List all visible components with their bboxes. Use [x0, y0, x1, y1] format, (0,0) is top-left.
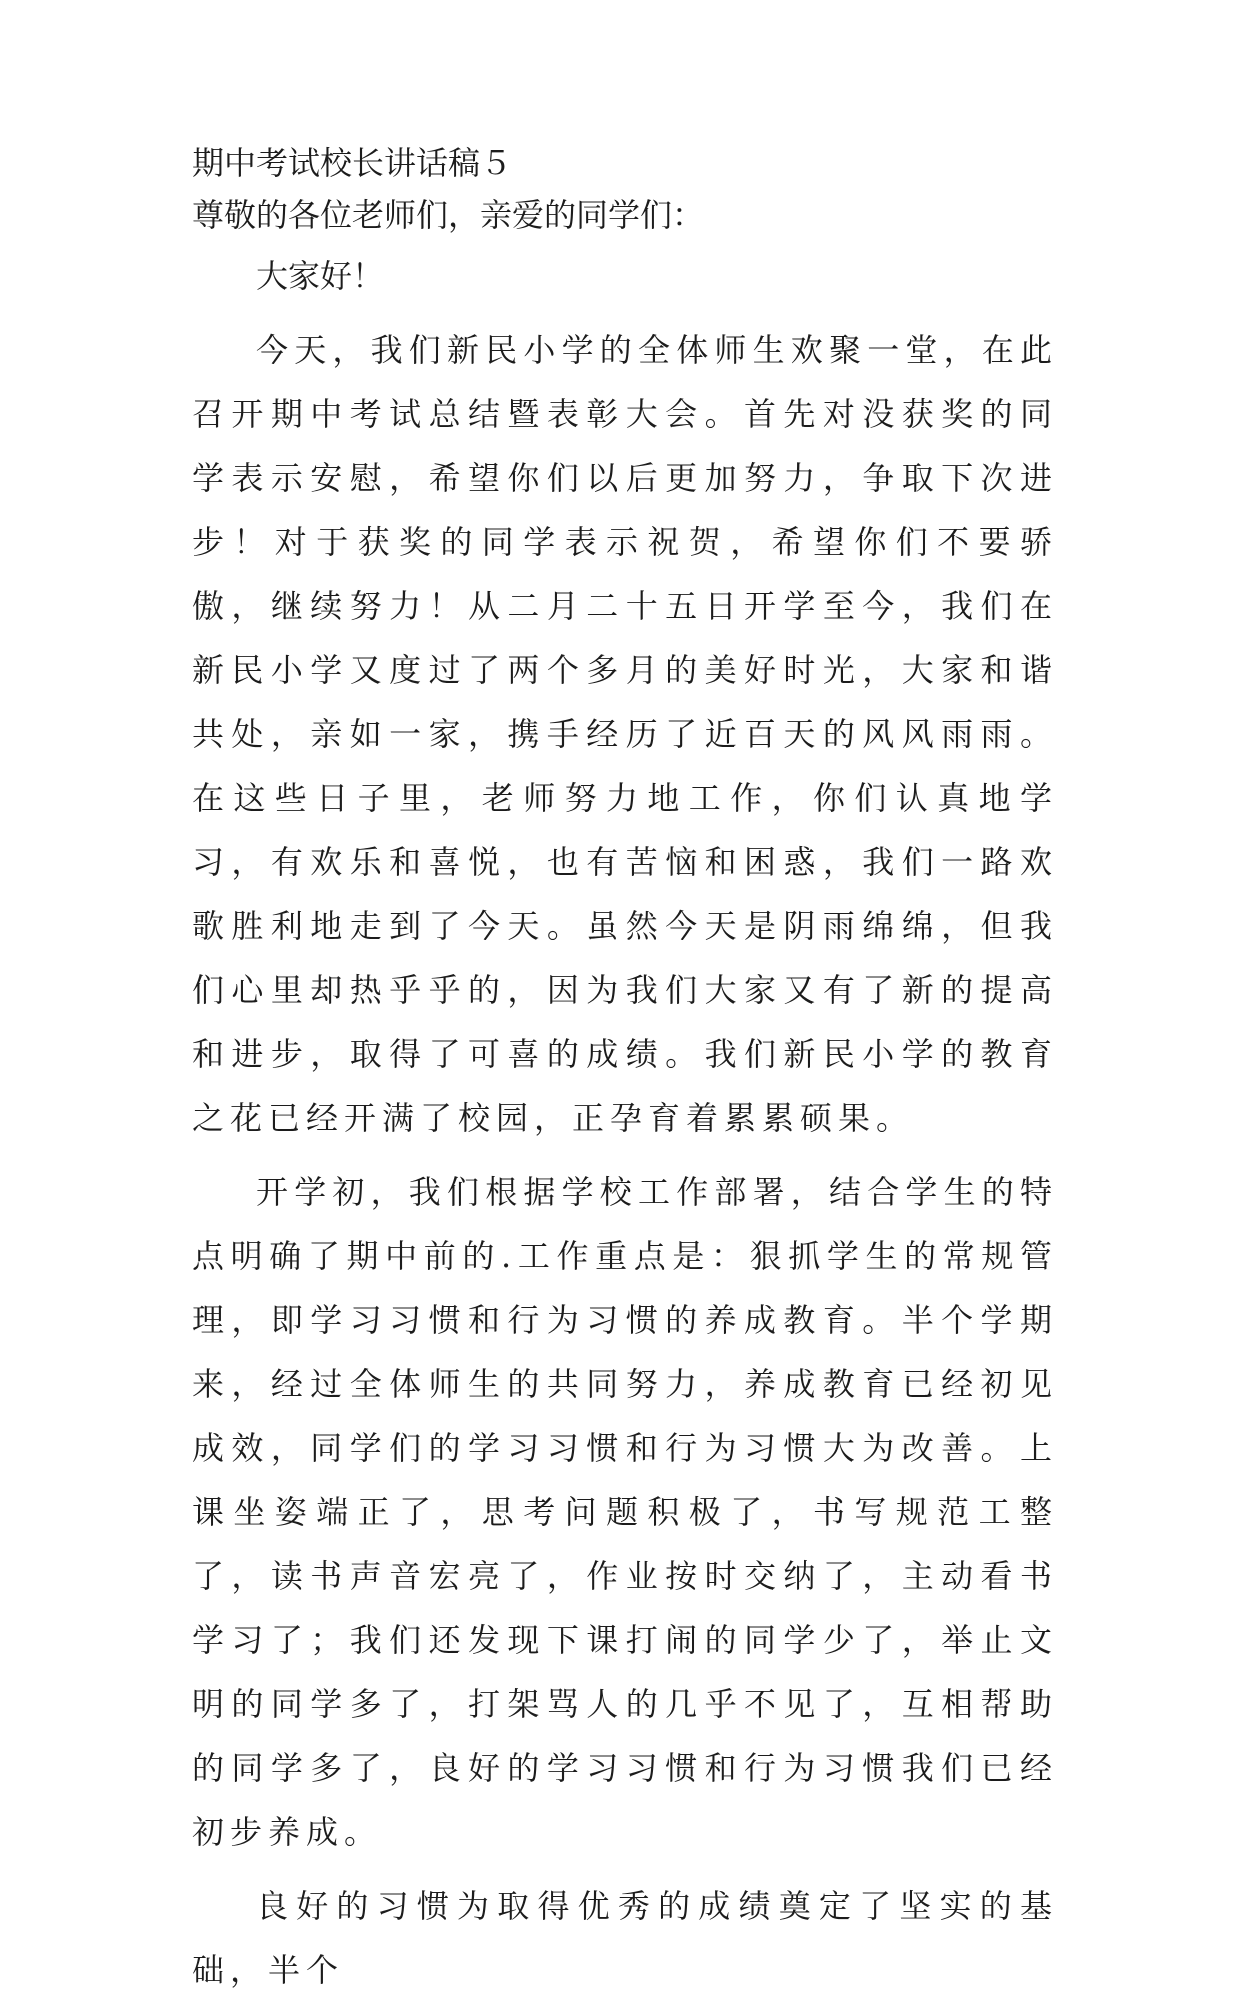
document-title: 期中考试校长讲话稿５ [192, 144, 513, 182]
body-paragraph: 开学初，我们根据学校工作部署，结合学生的特点明确了期中前的.工作重点是：狠抓学生的常规管理，即学习习惯和行为习惯的养成教育。半个学期来，经过全体师生的共同努力，养成教育已经初见成效，同学们的学习习惯和行为习惯大为改善。上课坐姿端正了，思考问题积极了，书写规范工整了，读书声音宏亮了，作业按时交纳了，主动看书学习了；我们还发现下课打闹的同学少了，举止文明的同学多了，打架骂人的几乎不见了，互相帮助的同学多了，良好的学习习惯和行为习惯我们已经初步养成。 [192, 1173, 1058, 1851]
body-paragraph: 今天，我们新民小学的全体师生欢聚一堂，在此召开期中考试总结暨表彰大会。首先对没获奖的同学表示安慰，希望你们以后更加努力，争取下次进步！对于获奖的同学表示祝贺，希望你们不要骄傲，继续努力！从二月二十五日开学至今，我们在新民小学又度过了两个多月的美好时光，大家和谐共处，亲如一家，携手经历了近百天的风风雨雨。在这些日子里，老师努力地工作，你们认真地学习，有欢乐和喜悦，也有苦恼和困惑，我们一路欢歌胜利地走到了今天。虽然今天是阴雨绵绵，但我们心里却热乎乎的，因为我们大家又有了新的提高和进步，取得了可喜的成绩。我们新民小学的教育之花已经开满了校园，正孕育着累累硕果。 [192, 331, 1058, 1137]
document-page [192, 138, 1058, 2002]
salutation: 尊敬的各位老师们，亲爱的同学们： [192, 196, 705, 234]
greeting: 大家好！ [256, 257, 385, 295]
body-paragraph: 良好的习惯为取得优秀的成绩奠定了坚实的基础，半个 [192, 1887, 1058, 1989]
